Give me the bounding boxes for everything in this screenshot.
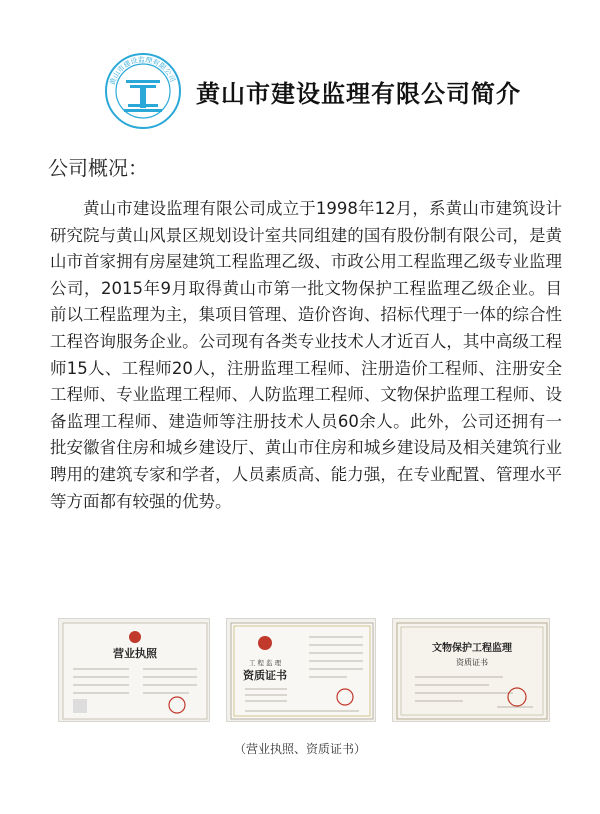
page-header	[104, 52, 521, 128]
cert3-title: 文物保护工程监理	[432, 643, 512, 654]
section-heading: 公司概况：	[48, 156, 148, 180]
relic-protection-qualification-image	[392, 618, 550, 722]
cert2-title: 资质证书	[243, 669, 287, 682]
cert1-title: 营业执照	[113, 647, 157, 660]
certificate-images	[58, 618, 550, 722]
svg-text:黄山市建设监理有限公司: 黄山市建设监理有限公司	[108, 55, 177, 87]
company-description: 黄山市建设监理有限公司成立于1998年12月，系黄山市建筑设计研究院与黄山风景区规划设计室共同组建的国有股份制有限公司，是黄山市首家拥有房屋建筑工程监理乙级、市政公用工程监理乙级专业监理公司，2015年9月取得黄山市第一批文物保护工程监理乙级企业。目前以工程监理为主，集项目管理、造价咨询、招标代理于一体的综合性工程咨询服务企业。公司现有各类专业技术人才近百人，其中高级工程师15人、工程师20人，注册监理工程师、注册造价工程师、注册安全工程师、专业监理工程师、人防监理工程师、文物保护监理工程师、设备监理工程师、建造师等注册技术人员60余人。此外，公司还拥有一批安徽省住房和城乡建设厅、黄山市住房和城乡建设局及相关建筑行业聘用的建筑专家和学者，人员素质高、能力强，在专业配置、管理水平等方面都有较强的优势。	[50, 199, 562, 511]
image-caption: （营业执照、资质证书）	[233, 742, 366, 756]
supervision-qualification-image	[226, 618, 376, 722]
national-emblem-icon	[258, 636, 272, 650]
cert3-subtitle: 资质证书	[456, 658, 488, 667]
cert2-line1: 工 程 监 理	[248, 659, 282, 667]
national-emblem-icon	[129, 631, 141, 643]
page-title: 黄山市建设监理有限公司简介	[196, 79, 521, 108]
business-license-image	[58, 618, 210, 722]
company-seal-logo-icon	[104, 52, 182, 130]
